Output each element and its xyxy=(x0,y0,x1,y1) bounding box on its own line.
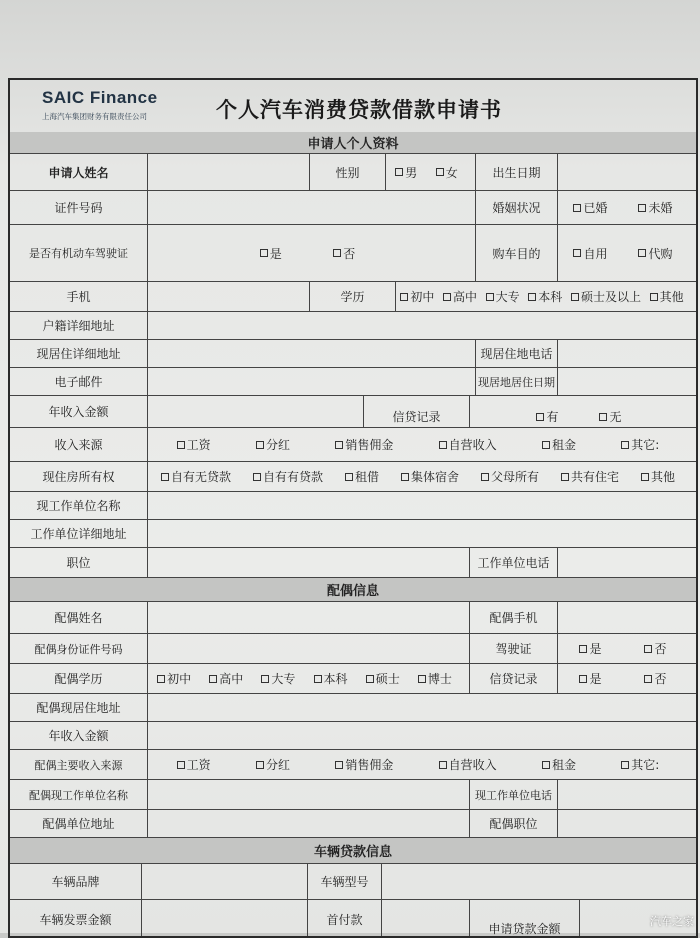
sp-src-commission-checkbox[interactable]: 销售佣金 xyxy=(335,756,393,773)
field-model[interactable] xyxy=(382,864,696,900)
checkbox-icon xyxy=(573,249,581,257)
purpose-self-checkbox[interactable]: 自用 xyxy=(573,245,607,262)
field-birth[interactable] xyxy=(558,154,696,191)
src-business-checkbox[interactable]: 自营收入 xyxy=(439,436,497,453)
src-salary-checkbox[interactable]: 工资 xyxy=(177,436,211,453)
label-work-phone: 工作单位电话 xyxy=(470,548,558,578)
saic-finance-logo xyxy=(42,88,187,126)
checkbox-icon xyxy=(579,645,587,653)
label-mobile: 手机 xyxy=(10,282,148,312)
label-sp-id: 配偶身份证件号码 xyxy=(10,634,148,664)
checkbox-icon xyxy=(542,441,550,449)
section-vehicle: 车辆贷款信息 xyxy=(10,838,696,864)
sp-src-rent-checkbox[interactable]: 租金 xyxy=(542,756,576,773)
label-income: 年收入金额 xyxy=(10,396,148,428)
checkbox-icon xyxy=(621,441,629,449)
label-loan: 申请贷款金额 xyxy=(470,900,580,938)
field-sp-income[interactable] xyxy=(148,722,696,750)
field-sp-id[interactable] xyxy=(148,634,470,664)
checkbox-icon xyxy=(561,473,569,481)
form-header xyxy=(10,80,696,133)
field-since[interactable] xyxy=(558,368,696,396)
house-other-checkbox[interactable]: 其他 xyxy=(641,468,675,485)
field-sp-addr[interactable] xyxy=(148,694,696,722)
marital-options[interactable] xyxy=(558,191,696,225)
checkbox-icon xyxy=(599,413,607,421)
label-license: 是否有机动车驾驶证 xyxy=(10,225,148,282)
label-purpose: 购车目的 xyxy=(476,225,558,282)
application-form xyxy=(8,78,698,938)
watermark: 汽车之家 xyxy=(650,913,694,929)
edu-college-checkbox[interactable]: 大专 xyxy=(486,288,520,305)
field-position[interactable] xyxy=(148,548,470,578)
sp-edu-junior-checkbox[interactable]: 初中 xyxy=(157,670,191,687)
checkbox-icon xyxy=(260,249,268,257)
label-brand: 车辆品牌 xyxy=(10,864,142,900)
field-mobile[interactable] xyxy=(148,282,310,312)
section-applicant: 申请人个人资料 xyxy=(10,132,696,154)
checkbox-icon xyxy=(542,761,550,769)
sp-edu-doctor-checkbox[interactable]: 博士 xyxy=(418,670,452,687)
checkbox-icon xyxy=(571,293,579,301)
logo-subtitle: 上海汽车集团财务有限责任公司 xyxy=(42,111,147,122)
sp-edu-senior-checkbox[interactable]: 高中 xyxy=(209,670,243,687)
label-gender: 性别 xyxy=(310,154,386,191)
checkbox-icon xyxy=(333,249,341,257)
sp-src-other-checkbox[interactable]: 其它: xyxy=(621,756,659,773)
house-parents-checkbox[interactable]: 父母所有 xyxy=(481,468,539,485)
field-employer[interactable] xyxy=(148,492,696,520)
checkbox-icon xyxy=(177,441,185,449)
checkbox-icon xyxy=(400,293,408,301)
label-sp-edu: 配偶学历 xyxy=(10,664,148,694)
checkbox-icon xyxy=(436,168,444,176)
field-sp-employer[interactable] xyxy=(148,780,470,810)
checkbox-icon xyxy=(256,761,264,769)
field-invoice[interactable] xyxy=(142,900,308,938)
married-checkbox[interactable]: 已婚 xyxy=(573,199,607,216)
label-edu: 学历 xyxy=(310,282,396,312)
checkbox-icon xyxy=(209,675,217,683)
license-options[interactable] xyxy=(148,225,476,282)
field-work-phone[interactable] xyxy=(558,548,696,578)
label-down: 首付款 xyxy=(308,900,382,938)
edu-other-checkbox[interactable]: 其他 xyxy=(650,288,684,305)
checkbox-icon xyxy=(638,204,646,212)
license-no-checkbox[interactable]: 否 xyxy=(333,245,355,262)
checkbox-icon xyxy=(345,473,353,481)
label-id: 证件号码 xyxy=(10,191,148,225)
checkbox-icon xyxy=(621,761,629,769)
checkbox-icon xyxy=(253,473,261,481)
label-address: 现居住详细地址 xyxy=(10,340,148,368)
label-model: 车辆型号 xyxy=(308,864,382,900)
label-home-phone: 现居住地电话 xyxy=(476,340,558,368)
label-sp-income: 年收入金额 xyxy=(10,722,148,750)
checkbox-icon xyxy=(157,675,165,683)
checkbox-icon xyxy=(395,168,403,176)
checkbox-icon xyxy=(536,413,544,421)
checkbox-icon xyxy=(439,761,447,769)
house-shared-checkbox[interactable]: 共有住宅 xyxy=(561,468,619,485)
purpose-options[interactable] xyxy=(558,225,696,282)
checkbox-icon xyxy=(650,293,658,301)
logo-name: SAIC Finance xyxy=(42,88,158,108)
label-hukou: 户籍详细地址 xyxy=(10,312,148,340)
checkbox-icon xyxy=(335,441,343,449)
src-rent-checkbox[interactable]: 租金 xyxy=(542,436,576,453)
src-other-checkbox[interactable]: 其它: xyxy=(621,436,659,453)
edu-junior-checkbox[interactable]: 初中 xyxy=(400,288,434,305)
purpose-agent-checkbox[interactable]: 代购 xyxy=(638,245,672,262)
edu-senior-checkbox[interactable]: 高中 xyxy=(443,288,477,305)
checkbox-icon xyxy=(641,473,649,481)
sp-license-no-checkbox[interactable]: 否 xyxy=(644,640,666,657)
edu-bachelor-checkbox[interactable]: 本科 xyxy=(528,288,562,305)
house-owned-checkbox[interactable]: 自有无贷款 xyxy=(161,468,231,485)
checkbox-icon xyxy=(401,473,409,481)
sp-credit-yes-checkbox[interactable]: 是 xyxy=(579,670,601,687)
label-sp-addr: 配偶现居住地址 xyxy=(10,694,148,722)
checkbox-icon xyxy=(177,761,185,769)
house-rent-checkbox[interactable]: 租借 xyxy=(345,468,379,485)
sp-src-dividend-checkbox[interactable]: 分红 xyxy=(256,756,290,773)
label-income-src: 收入来源 xyxy=(10,428,148,462)
checkbox-icon xyxy=(161,473,169,481)
checkbox-icon xyxy=(366,675,374,683)
label-invoice: 车辆发票金额 xyxy=(10,900,142,938)
label-name: 申请人姓名 xyxy=(10,154,148,191)
label-email: 电子邮件 xyxy=(10,368,148,396)
label-position: 职位 xyxy=(10,548,148,578)
checkbox-icon xyxy=(314,675,322,683)
label-sp-license: 驾驶证 xyxy=(470,634,558,664)
unmarried-checkbox[interactable]: 未婚 xyxy=(638,199,672,216)
label-sp-mobile: 配偶手机 xyxy=(470,602,558,634)
section-spouse: 配偶信息 xyxy=(10,578,696,602)
src-commission-checkbox[interactable]: 销售佣金 xyxy=(335,436,393,453)
label-sp-src: 配偶主要收入来源 xyxy=(10,750,148,780)
checkbox-icon xyxy=(481,473,489,481)
label-sp-work-addr: 配偶单位地址 xyxy=(10,810,148,838)
label-sp-employer: 配偶现工作单位名称 xyxy=(10,780,148,810)
checkbox-icon xyxy=(335,761,343,769)
field-sp-mobile[interactable] xyxy=(558,602,696,634)
checkbox-icon xyxy=(573,204,581,212)
field-brand[interactable] xyxy=(142,864,308,900)
label-marital: 婚姻状况 xyxy=(476,191,558,225)
license-yes-checkbox[interactable]: 是 xyxy=(260,245,282,262)
field-home-phone[interactable] xyxy=(558,340,696,368)
checkbox-icon xyxy=(443,293,451,301)
checkbox-icon xyxy=(644,675,652,683)
field-sp-position[interactable] xyxy=(558,810,696,838)
field-id[interactable] xyxy=(148,191,476,225)
label-credit: 信贷记录 xyxy=(364,396,470,428)
page-title: 个人汽车消费贷款借款申请书 xyxy=(216,94,502,124)
field-address[interactable] xyxy=(148,340,476,368)
label-sp-position: 配偶职位 xyxy=(470,810,558,838)
label-sp-credit: 信贷记录 xyxy=(470,664,558,694)
checkbox-icon xyxy=(256,441,264,449)
field-name[interactable] xyxy=(148,154,310,191)
credit-no-checkbox[interactable]: 无 xyxy=(599,408,621,425)
sp-edu-master-checkbox[interactable]: 硕士 xyxy=(366,670,400,687)
label-housing: 现住房所有权 xyxy=(10,462,148,492)
sp-src-options[interactable] xyxy=(148,750,696,780)
gender-female-checkbox[interactable]: 女 xyxy=(436,164,458,181)
field-hukou[interactable] xyxy=(148,312,696,340)
credit-options[interactable] xyxy=(470,396,696,428)
label-employer: 现工作单位名称 xyxy=(10,492,148,520)
checkbox-icon xyxy=(418,675,426,683)
house-dorm-checkbox[interactable]: 集体宿舍 xyxy=(401,468,459,485)
sp-license-yes-checkbox[interactable]: 是 xyxy=(579,640,601,657)
checkbox-icon xyxy=(638,249,646,257)
field-employer-addr[interactable] xyxy=(148,520,696,548)
label-sp-name: 配偶姓名 xyxy=(10,602,148,634)
field-sp-work-addr[interactable] xyxy=(148,810,470,838)
sp-license-options[interactable] xyxy=(558,634,696,664)
edu-options[interactable] xyxy=(396,282,696,312)
label-employer-addr: 工作单位详细地址 xyxy=(10,520,148,548)
gender-options[interactable] xyxy=(386,154,476,191)
house-mortgage-checkbox[interactable]: 自有有贷款 xyxy=(253,468,323,485)
sp-src-business-checkbox[interactable]: 自营收入 xyxy=(439,756,497,773)
gender-male-checkbox[interactable]: 男 xyxy=(395,164,417,181)
label-since: 现居地居住日期 xyxy=(476,368,558,396)
src-dividend-checkbox[interactable]: 分红 xyxy=(256,436,290,453)
credit-yes-checkbox[interactable]: 有 xyxy=(536,408,558,425)
checkbox-icon xyxy=(528,293,536,301)
field-down[interactable] xyxy=(382,900,470,938)
checkbox-icon xyxy=(486,293,494,301)
label-sp-work-phone: 现工作单位电话 xyxy=(470,780,558,810)
sp-src-salary-checkbox[interactable]: 工资 xyxy=(177,756,211,773)
sp-edu-options[interactable] xyxy=(148,664,470,694)
checkbox-icon xyxy=(579,675,587,683)
sp-credit-options[interactable] xyxy=(558,664,696,694)
label-birth: 出生日期 xyxy=(476,154,558,191)
checkbox-icon xyxy=(439,441,447,449)
income-src-options[interactable] xyxy=(148,428,696,462)
field-income[interactable] xyxy=(148,396,364,428)
sp-edu-bachelor-checkbox[interactable]: 本科 xyxy=(314,670,348,687)
checkbox-icon xyxy=(644,645,652,653)
checkbox-icon xyxy=(261,675,269,683)
field-sp-work-phone[interactable] xyxy=(558,780,696,810)
sp-edu-college-checkbox[interactable]: 大专 xyxy=(261,670,295,687)
sp-credit-no-checkbox[interactable]: 否 xyxy=(644,670,666,687)
housing-options[interactable] xyxy=(148,462,696,492)
field-email[interactable] xyxy=(148,368,476,396)
field-sp-name[interactable] xyxy=(148,602,470,634)
edu-master-checkbox[interactable]: 硕士及以上 xyxy=(571,288,641,305)
